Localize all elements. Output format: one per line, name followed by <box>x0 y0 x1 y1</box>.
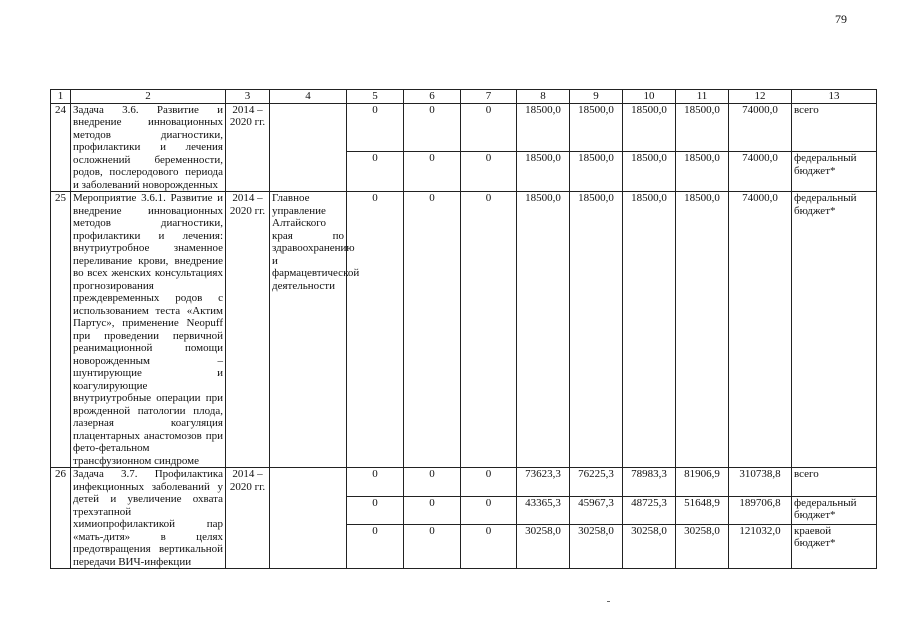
value-cell: 76225,3 <box>570 468 623 497</box>
table-row <box>51 468 877 497</box>
value-cell: 30258,0 <box>676 524 729 568</box>
value-cell: 74000,0 <box>729 192 792 468</box>
value-cell: 18500,0 <box>517 103 570 152</box>
col-header: 6 <box>404 90 461 104</box>
value-cell: 121032,0 <box>729 524 792 568</box>
value-cell: 18500,0 <box>570 152 623 192</box>
value-cell: 18500,0 <box>676 103 729 152</box>
funding-source: всего <box>792 103 877 152</box>
value-cell: 43365,3 <box>517 496 570 524</box>
value-cell: 18500,0 <box>623 152 676 192</box>
value-cell: 18500,0 <box>517 192 570 468</box>
funding-source: всего <box>792 468 877 497</box>
value-cell: 18500,0 <box>570 103 623 152</box>
row-executor <box>270 468 347 569</box>
value-cell: 0 <box>347 524 404 568</box>
value-cell: 18500,0 <box>623 103 676 152</box>
value-cell: 189706,8 <box>729 496 792 524</box>
value-cell: 0 <box>461 192 517 468</box>
value-cell: 0 <box>404 103 461 152</box>
value-cell: 0 <box>347 103 404 152</box>
value-cell: 51648,9 <box>676 496 729 524</box>
value-cell: 78983,3 <box>623 468 676 497</box>
col-header: 3 <box>226 90 270 104</box>
value-cell: 18500,0 <box>517 152 570 192</box>
col-header: 9 <box>570 90 623 104</box>
value-cell: 18500,0 <box>570 192 623 468</box>
row-name: Задача 3.6. Развитие и внедрение инновационных методов диагностики, профилактики и лечения осложнений беременности, родов, послеродового периода и заболеваний новорожденных <box>71 103 226 192</box>
value-cell: 18500,0 <box>676 192 729 468</box>
value-cell: 0 <box>347 192 404 468</box>
row-number: 26 <box>51 468 71 569</box>
value-cell: 0 <box>347 152 404 192</box>
value-cell: 48725,3 <box>623 496 676 524</box>
row-executor <box>270 103 347 192</box>
value-cell: 18500,0 <box>623 192 676 468</box>
col-header: 4 <box>270 90 347 104</box>
value-cell: 81906,9 <box>676 468 729 497</box>
col-header: 7 <box>461 90 517 104</box>
value-cell: 0 <box>404 496 461 524</box>
row-number: 24 <box>51 103 71 192</box>
col-header: 13 <box>792 90 877 104</box>
row-executor: Главное управление Алтайского края по здравоохранению и фармацевтической деятельности <box>270 192 347 468</box>
value-cell: 310738,8 <box>729 468 792 497</box>
value-cell: 18500,0 <box>676 152 729 192</box>
value-cell: 0 <box>404 524 461 568</box>
row-number: 25 <box>51 192 71 468</box>
value-cell: 0 <box>461 468 517 497</box>
program-table <box>50 89 877 569</box>
value-cell: 0 <box>461 103 517 152</box>
value-cell: 73623,3 <box>517 468 570 497</box>
col-header: 11 <box>676 90 729 104</box>
value-cell: 0 <box>461 152 517 192</box>
col-header: 12 <box>729 90 792 104</box>
row-period: 2014 – 2020 гг. <box>226 103 270 192</box>
value-cell: 30258,0 <box>517 524 570 568</box>
value-cell: 0 <box>404 468 461 497</box>
page-number: 79 <box>835 12 847 26</box>
table-row <box>51 103 877 152</box>
table-row <box>51 192 877 468</box>
col-header: 1 <box>51 90 71 104</box>
value-cell: 0 <box>461 524 517 568</box>
col-header: 10 <box>623 90 676 104</box>
value-cell: 0 <box>461 496 517 524</box>
value-cell: 0 <box>404 192 461 468</box>
funding-source: федеральный бюджет* <box>792 152 877 192</box>
value-cell: 30258,0 <box>623 524 676 568</box>
funding-source: федеральный бюджет* <box>792 496 877 524</box>
funding-source: федеральный бюджет* <box>792 192 877 468</box>
scan-speck <box>607 601 610 602</box>
row-period: 2014 – 2020 гг. <box>226 192 270 468</box>
row-name: Мероприятие 3.6.1. Развитие и внедрение инновационных методов диагностики, профилактики и лечения: внутриутробное знаменное переливание крови, внедрение во всех женских консультациях прогнозирования преждевременных родов с использованием теста «Актим Партус», применение Neopuff при проведении первичной реанимационной помощи новорожденным – шунтирующие и коагулирующие внутриутробные операции при врожденной патологии плода, лазерная коагуляция плацентарных анастомозов при фето-фетальном трансфузионном синдроме <box>71 192 226 468</box>
funding-source: краевой бюджет* <box>792 524 877 568</box>
value-cell: 74000,0 <box>729 103 792 152</box>
value-cell: 30258,0 <box>570 524 623 568</box>
value-cell: 45967,3 <box>570 496 623 524</box>
col-header: 5 <box>347 90 404 104</box>
row-name: Задача 3.7. Профилактика инфекционных заболеваний у детей и увеличение охвата трехэтапной химиопрофилактикой пар «мать-дитя» в целях предотвращения вертикальной передачи ВИЧ-инфекции <box>71 468 226 569</box>
value-cell: 0 <box>404 152 461 192</box>
value-cell: 74000,0 <box>729 152 792 192</box>
col-header: 8 <box>517 90 570 104</box>
col-header: 2 <box>71 90 226 104</box>
header-row <box>51 90 877 104</box>
value-cell: 0 <box>347 496 404 524</box>
value-cell: 0 <box>347 468 404 497</box>
row-period: 2014 – 2020 гг. <box>226 468 270 569</box>
